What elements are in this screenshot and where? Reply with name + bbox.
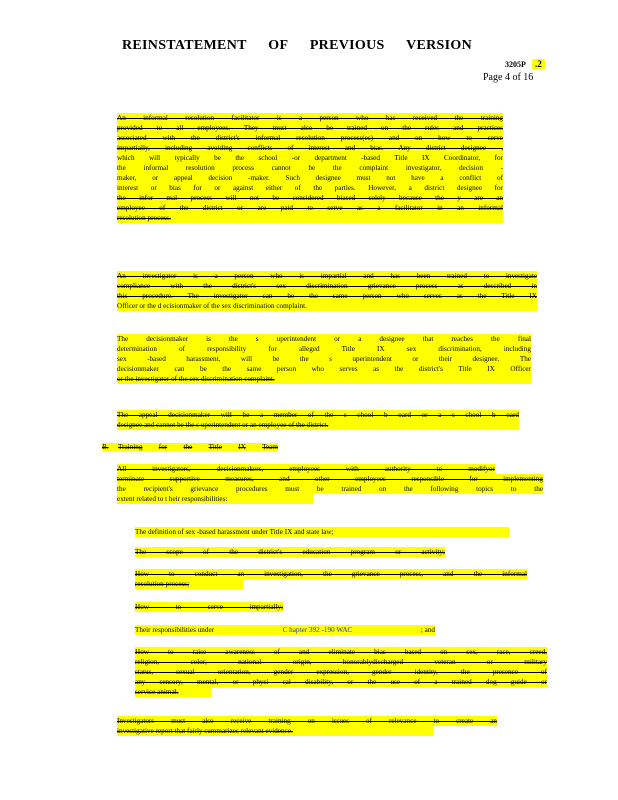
text-line: The decisionmaker is the s uperintendent or a designee that reaches the final	[117, 335, 531, 343]
text-line: designee and cannot be the s uperintendent or an employee of the district.	[117, 420, 519, 430]
text-line: this procedure. The investigator can be the same person who serves as the Title IX	[117, 292, 537, 300]
list-item	[117, 647, 547, 697]
text-line: maker, or appeal decision -maker. Such designee must not have a conflict of	[117, 174, 503, 182]
title-word: REINSTATEMENT	[122, 38, 247, 53]
text-line: religion, color, national origin, honorablydischarged veteran or military	[135, 658, 547, 666]
title-word: PREVIOUS	[309, 38, 385, 53]
paragraph-closing	[117, 716, 497, 736]
bullet-icon	[117, 647, 135, 697]
text-line: An investigator is a person who is impartial and has been trained to investigate	[117, 272, 537, 280]
paragraph-facilitator	[117, 113, 503, 223]
text-line: the recipient's grievance procedures must be trained on the following topics to the	[117, 485, 543, 493]
bullet-icon	[117, 569, 135, 589]
text-line: extent related to t heir responsibilities:	[117, 494, 313, 504]
text-line: How to conduct an investigation, the grievance process, and the informal	[135, 570, 527, 578]
list-item	[117, 625, 547, 635]
text-line: Investigators must also receive training on issues of relevance to create an	[117, 717, 497, 725]
text-line: terminate supportive measures, and other employees responsible for implementing	[117, 475, 543, 483]
list-item	[117, 602, 547, 612]
bullet-icon	[117, 602, 135, 612]
text-line: or the investigator of the sex discrimination complaint.	[117, 374, 531, 384]
text-line: resolution process.	[117, 213, 503, 223]
section-title-word: Title	[208, 443, 222, 451]
section-title-word: Team	[262, 443, 278, 451]
list-item	[117, 569, 547, 589]
paragraph-investigator	[117, 271, 537, 311]
text-line: determination of responsibility for alleged Title IX sex discrimination, including	[117, 345, 531, 353]
document-title	[122, 38, 472, 54]
section-letter: B.	[102, 443, 118, 451]
wac-chapter-link[interactable]: C hapter 392 -190 WAC	[282, 626, 353, 634]
page-number: Page 4 of 16	[483, 72, 534, 83]
title-word: OF	[268, 38, 289, 53]
section-title-word: Training	[118, 443, 143, 451]
text-line: the informal resolution process cannot be the complaint investigator, decision -	[117, 164, 503, 172]
text-line: associated with the district's informal resolution process(es) and on how to serve	[117, 134, 503, 142]
text-line: provided to all employees. They must also be trained on the rules and practices	[117, 124, 503, 132]
text-line: Officer or the d ecisionmaker of the sex discrimination complaint.	[117, 301, 537, 311]
text-line: which will typically be the school -or department -based Title IX Coordinator, for	[117, 154, 503, 162]
text-line: sex -based harassment, will be the s uperintendent or their designee. The	[117, 355, 531, 363]
text-line: the infor mal process will not be considered biased solely because the y are an	[117, 194, 503, 202]
text-line: ; and	[420, 626, 435, 634]
bullet-icon	[117, 527, 135, 537]
text-line: How to serve impartially;	[135, 603, 283, 611]
text-line: employee of the district or are paid to serve as a facilitator in an informal	[117, 204, 503, 212]
list-item	[117, 547, 547, 557]
text-line: resolution process;	[135, 579, 243, 589]
section-title-word: IX	[238, 443, 246, 451]
section-title	[118, 443, 278, 451]
text-line: any sensory, mental, or physi cal disability, or the use of a trained dog guide or	[135, 678, 547, 686]
text-line: investigative report that fairly summarizes relevant evidence.	[117, 726, 433, 736]
title-word: VERSION	[406, 38, 472, 53]
text-line: decisionmaker can be the same person who serves as the district's Title IX Officer	[117, 365, 531, 373]
text-line: All investigators, decisionmakers, employees with authority to modifyor	[117, 465, 495, 473]
text-line: interest or bias for or against either of the parties. However, a district designee for	[117, 184, 503, 192]
paragraph-decisionmaker	[117, 334, 531, 384]
list-item	[117, 527, 547, 537]
text-line: The appeal decisionmaker will be a member of the s chool b oard or a s chool b oard	[117, 411, 519, 419]
text-line: The scope of the district's education program or activity;	[135, 548, 445, 556]
text-line: Their responsibilities under	[135, 626, 215, 634]
text-line: compliance with the district's sex discrimination grievance process as described in	[117, 282, 537, 290]
paragraph-appeal	[117, 410, 519, 430]
text-line: How to raise awareness of and eliminate bias based on sex, race, creed,	[135, 648, 547, 656]
policy-suffix: .2	[532, 59, 545, 69]
section-title-word: for	[158, 443, 168, 451]
text-line: impartially, including avoiding conflicts of interest and bias. Any district designee ,	[117, 144, 503, 152]
text-line: The definition of sex -based harassment under Title IX and state law;	[135, 527, 509, 537]
section-b-heading	[102, 443, 278, 451]
text-line: service animal.	[135, 687, 211, 697]
text-line: status, sexual orientation, gender expression, gender identity, the presence of	[135, 668, 547, 676]
paragraph-training-intro	[117, 464, 543, 504]
section-title-word: the	[183, 443, 193, 451]
bullet-icon	[117, 547, 135, 557]
policy-number: 3205P	[505, 60, 526, 69]
text-line: An informal resolution facilitator is a person who has received the training	[117, 114, 503, 122]
bullet-icon	[117, 625, 135, 635]
